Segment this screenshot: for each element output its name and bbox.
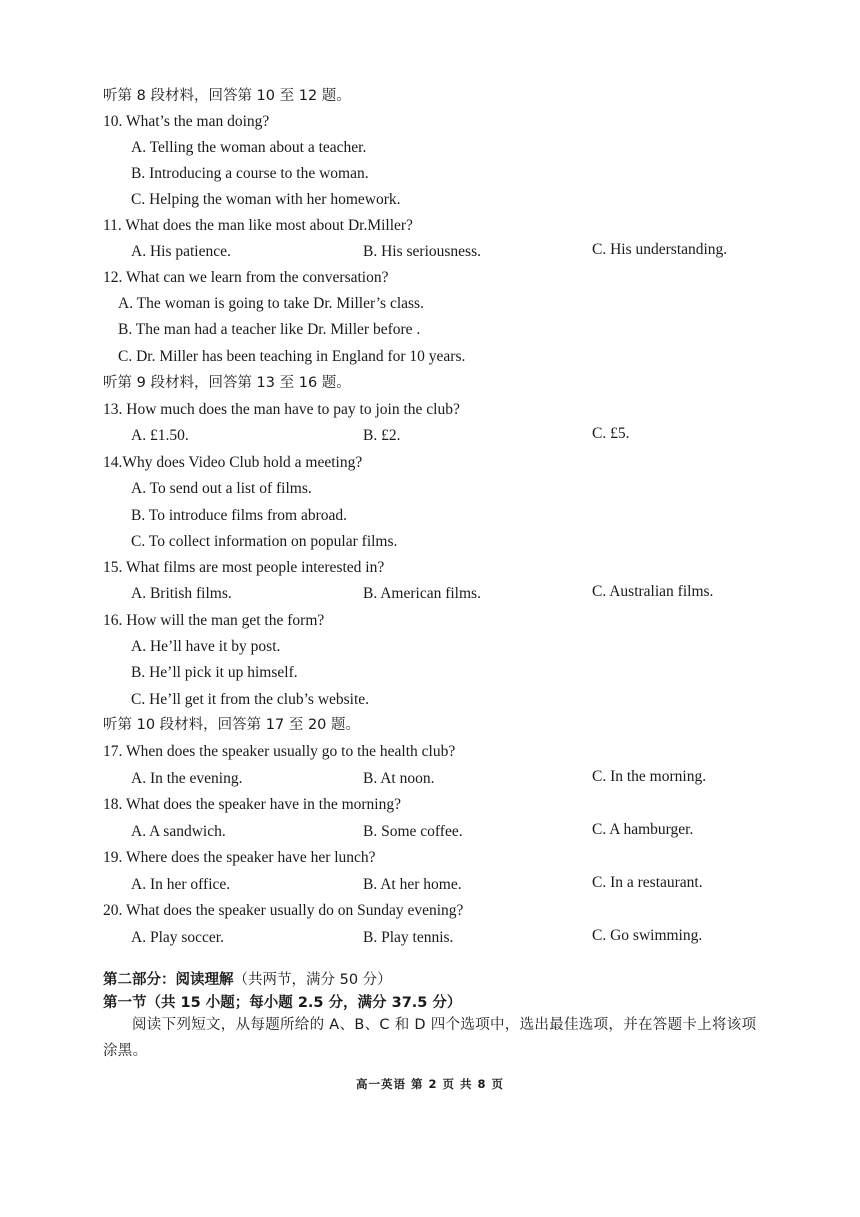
question-10-option-a: A. Telling the woman about a teacher. <box>131 139 367 156</box>
question-18-option-a: A. A sandwich. <box>131 823 226 840</box>
question-12-option-c: C. Dr. Miller has been teaching in England for 10 years. <box>118 348 466 365</box>
question-15-option-a: A. British films. <box>131 585 232 602</box>
question-14-option-c: C. To collect information on popular films. <box>131 533 398 550</box>
question-16-option-c: C. He’ll get it from the club’s website. <box>131 691 370 708</box>
question-15-option-c: C. Australian films. <box>592 583 714 600</box>
question-10-option-c: C. Helping the woman with her homework. <box>131 191 401 208</box>
question-12-stem: 12. What can we learn from the conversation? <box>103 269 389 286</box>
question-19-option-b: B. At her home. <box>363 876 462 893</box>
question-19-option-a: A. In her office. <box>131 876 231 893</box>
section-1-heading: 第一节（共 15 小题；每小题 2.5 分，满分 37.5 分） <box>103 995 462 1011</box>
section-9-instruction: 听第 9 段材料，回答第 13 至 16 题。 <box>103 375 351 391</box>
question-20-option-c: C. Go swimming. <box>592 927 703 944</box>
question-13-option-a: A. £1.50. <box>131 427 189 444</box>
question-17-option-a: A. In the evening. <box>131 770 243 787</box>
question-12-option-b: B. The man had a teacher like Dr. Miller before . <box>118 321 421 338</box>
question-13-option-c: C. £5. <box>592 425 630 442</box>
part-2-heading <box>103 970 392 990</box>
question-12-option-a: A. The woman is going to take Dr. Miller’s class. <box>118 295 424 312</box>
question-19-stem: 19. Where does the speaker have her lunch? <box>103 849 376 866</box>
question-18-option-c: C. A hamburger. <box>592 821 694 838</box>
question-18-stem: 18. What does the speaker have in the morning? <box>103 796 401 813</box>
reading-instruction: 阅读下列短文，从每题所给的 A、B、C 和 D 四个选项中，选出最佳选项，并在答题卡上将该项涂黑。 <box>103 1017 757 1059</box>
question-11-option-c: C. His understanding. <box>592 241 728 258</box>
question-11-option-a: A. His patience. <box>131 243 231 260</box>
question-16-option-b: B. He’ll pick it up himself. <box>131 664 298 681</box>
section-8-instruction: 听第 8 段材料，回答第 10 至 12 题。 <box>103 88 351 104</box>
question-15-option-b: B. American films. <box>363 585 481 602</box>
question-11-stem: 11. What does the man like most about Dr.Miller? <box>103 217 413 234</box>
question-18-option-b: B. Some coffee. <box>363 823 463 840</box>
question-17-option-c: C. In the morning. <box>592 768 707 785</box>
question-15-stem: 15. What films are most people interested in? <box>103 559 385 576</box>
question-20-option-b: B. Play tennis. <box>363 929 454 946</box>
question-16-stem: 16. How will the man get the form? <box>103 612 325 629</box>
question-10-stem: 10. What’s the man doing? <box>103 113 270 130</box>
question-16-option-a: A. He’ll have it by post. <box>131 638 281 655</box>
question-14-option-b: B. To introduce films from abroad. <box>131 507 348 524</box>
question-13-stem: 13. How much does the man have to pay to join the club? <box>103 401 460 418</box>
part-2-heading-detail: （共两节，满分 50 分） <box>233 972 392 988</box>
question-13-option-b: B. £2. <box>363 427 401 444</box>
question-20-option-a: A. Play soccer. <box>131 929 224 946</box>
section-10-instruction: 听第 10 段材料，回答第 17 至 20 题。 <box>103 717 361 733</box>
question-10-option-b: B. Introducing a course to the woman. <box>131 165 369 182</box>
question-11-option-b: B. His seriousness. <box>363 243 481 260</box>
question-17-stem: 17. When does the speaker usually go to the health club? <box>103 743 456 760</box>
part-2-heading-title: 第二部分：阅读理解 <box>103 972 234 988</box>
question-19-option-c: C. In a restaurant. <box>592 874 703 891</box>
question-20-stem: 20. What does the speaker usually do on Sunday evening? <box>103 902 464 919</box>
question-17-option-b: B. At noon. <box>363 770 435 787</box>
question-14-stem: 14.Why does Video Club hold a meeting? <box>103 454 363 471</box>
page-footer: 高一英语 第 2 页 共 8 页 <box>355 1077 505 1091</box>
question-14-option-a: A. To send out a list of films. <box>131 480 312 497</box>
